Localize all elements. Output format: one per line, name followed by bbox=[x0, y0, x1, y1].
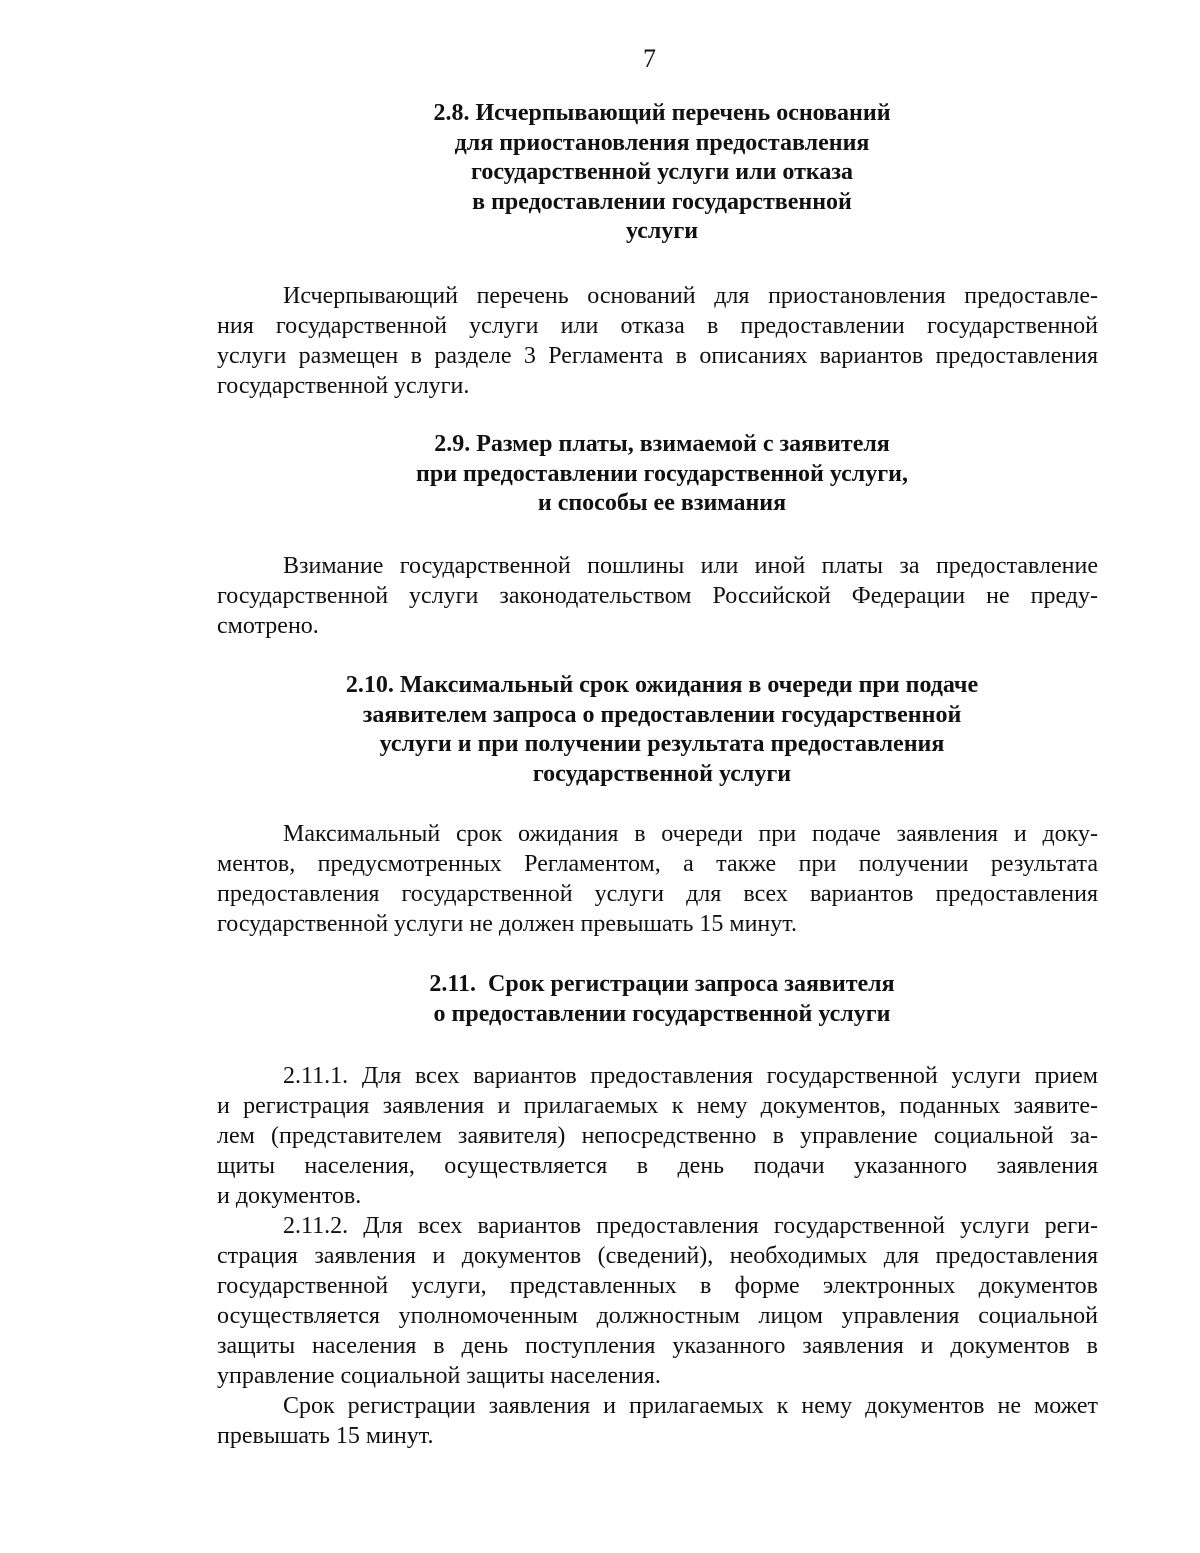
heading-line: 2.9. Размер платы, взимаемой с заявителя bbox=[434, 431, 890, 457]
text-line: щиты населения, осуществляется в день подачи указанного заявления bbox=[217, 1153, 1098, 1179]
heading-line: о предоставлении государственной услуги bbox=[433, 1000, 891, 1027]
paragraph bbox=[217, 819, 1098, 939]
heading-line: государственной услуги или отказа bbox=[471, 159, 853, 185]
text-line: страция заявления и документов (сведений), необходимых для предоставления bbox=[217, 1243, 1098, 1269]
heading-line: 2.8. Исчерпывающий перечень оснований bbox=[433, 100, 891, 126]
text-line: и регистрация заявления и прилагаемых к нему документов, поданных заявите- bbox=[217, 1093, 1098, 1119]
page-number: 7 bbox=[643, 44, 656, 73]
heading-line: в предоставлении государственной bbox=[472, 188, 852, 215]
heading-line: для приостановления предоставления bbox=[454, 129, 870, 156]
text-line: Срок регистрации заявления и прилагаемых к нему документов не может bbox=[283, 1393, 1098, 1419]
text-line: лем (представителем заявителя) непосредственно в управление социальной за- bbox=[217, 1123, 1098, 1149]
text-line: государственной услуги не должен превышать 15 минут. bbox=[217, 911, 797, 937]
text-line: Исчерпывающий перечень оснований для приостановления предоставле- bbox=[283, 283, 1098, 309]
heading-line: при предоставлении государственной услуги, bbox=[416, 460, 908, 487]
text-line: предоставления государственной услуги для всех вариантов предоставления bbox=[217, 881, 1098, 907]
paragraph bbox=[217, 551, 1098, 641]
heading-line: и способы ее взимания bbox=[537, 490, 787, 516]
text-line: ментов, предусмотренных Регламентом, а также при получении результата bbox=[217, 851, 1098, 877]
text-line: государственной услуги законодательством Российской Федерации не преду- bbox=[217, 583, 1098, 609]
text-line: Взимание государственной пошлины или иной платы за предоставление bbox=[283, 553, 1098, 579]
text-line: управление социальной защиты населения. bbox=[217, 1363, 661, 1389]
section-heading-2-9 bbox=[300, 430, 1024, 519]
heading-line: услуги bbox=[625, 218, 699, 244]
text-line: осуществляется уполномоченным должностным лицом управления социальной bbox=[217, 1303, 1098, 1329]
heading-line: государственной услуги bbox=[532, 760, 792, 787]
text-line: услуги размещен в разделе 3 Регламента в описаниях вариантов предоставления bbox=[217, 343, 1098, 369]
heading-line: 2.10. Максимальный срок ожидания в очереди при подаче bbox=[345, 672, 979, 698]
text-line: 2.11.1. Для всех вариантов предоставления государственной услуги прием bbox=[283, 1063, 1098, 1089]
heading-line: 2.11. Срок регистрации запроса заявителя bbox=[429, 971, 895, 997]
text-line: и документов. bbox=[217, 1183, 362, 1209]
text-line: смотрено. bbox=[217, 613, 319, 639]
text-line: 2.11.2. Для всех вариантов предоставления государственной услуги реги- bbox=[283, 1213, 1098, 1239]
text-line: государственной услуги, представленных в форме электронных документов bbox=[217, 1273, 1098, 1299]
heading-line: услуги и при получении результата предоставления bbox=[379, 731, 945, 757]
text-line: защиты населения в день поступления указанного заявления и документов в bbox=[217, 1333, 1098, 1359]
heading-line: заявителем запроса о предоставлении государственной bbox=[362, 701, 962, 728]
section-heading-2-8 bbox=[300, 99, 1024, 247]
paragraph bbox=[217, 281, 1098, 401]
paragraph bbox=[217, 1061, 1098, 1211]
section-heading-2-10 bbox=[250, 671, 1074, 789]
text-line: ния государственной услуги или отказа в предоставлении государственной bbox=[217, 313, 1098, 339]
text-line: превышать 15 минут. bbox=[217, 1423, 434, 1449]
text-line: государственной услуги. bbox=[217, 373, 470, 399]
text-line: Максимальный срок ожидания в очереди при подаче заявления и доку- bbox=[283, 821, 1098, 847]
section-heading-2-11 bbox=[300, 970, 1024, 1029]
paragraph bbox=[217, 1391, 1098, 1451]
paragraph bbox=[217, 1211, 1098, 1391]
